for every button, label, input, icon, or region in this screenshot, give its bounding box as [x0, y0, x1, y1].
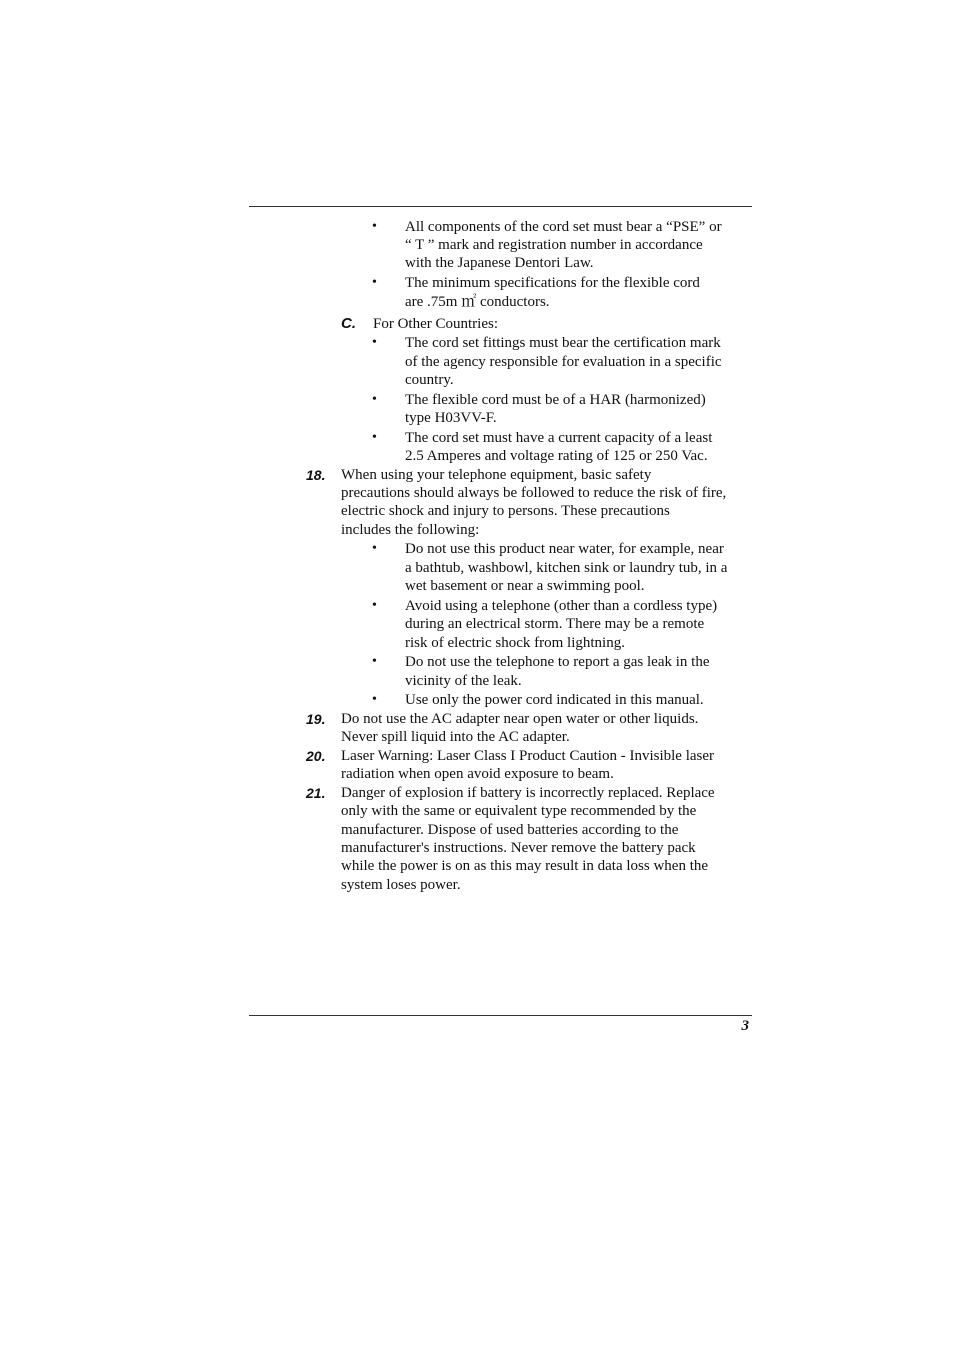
text-line: manufacturer's instructions. Never remove the battery pack: [341, 840, 696, 856]
text-line: The minimum specifications for the flexible cord: [405, 275, 700, 291]
text-line: while the power is on as this may result in data loss when the: [341, 858, 709, 874]
bullet-marker: •: [372, 335, 377, 350]
bullet-marker: •: [372, 654, 377, 669]
text-line: Do not use the telephone to report a gas leak in the: [405, 654, 710, 670]
text-line: Never spill liquid into the AC adapter.: [341, 729, 570, 745]
text-line: vicinity of the leak.: [405, 673, 522, 689]
text-line: “ T ” mark and registration number in accordance: [405, 237, 703, 253]
section-heading: For Other Countries:: [373, 316, 498, 332]
section-letter: C.: [341, 315, 356, 332]
bullet-marker: •: [372, 392, 377, 407]
text-line: radiation when open avoid exposure to beam.: [341, 766, 614, 782]
text-line: The flexible cord must be of a HAR (harmonized): [405, 392, 706, 408]
text-line: 2.5 Amperes and voltage rating of 125 or 250 Vac.: [405, 448, 708, 464]
text-line: wet basement or near a swimming pool.: [405, 578, 645, 594]
bullet-marker: •: [372, 598, 377, 613]
text-line: Do not use the AC adapter near open water or other liquids.: [341, 711, 699, 727]
item-number: 20.: [306, 748, 326, 764]
text-line: Avoid using a telephone (other than a cordless type): [405, 598, 718, 614]
bullet-marker: •: [372, 430, 377, 445]
text-line: Danger of explosion if battery is incorrectly replaced. Replace: [341, 785, 715, 801]
text-line: The cord set must have a current capacity of a least: [405, 430, 713, 446]
item-number: 19.: [306, 711, 326, 727]
text-line: of the agency responsible for evaluation in a specific: [405, 354, 722, 370]
text-line: during an electrical storm. There may be a remote: [405, 616, 705, 632]
text-line: The cord set fittings must bear the certification mark: [405, 335, 721, 351]
bullet-marker: •: [372, 692, 377, 707]
text-line: Use only the power cord indicated in this manual.: [405, 692, 704, 708]
bullet-marker: •: [372, 275, 377, 290]
text-line: When using your telephone equipment, basic safety: [341, 467, 652, 483]
item-number: 21.: [306, 785, 326, 801]
text-line: risk of electric shock from lightning.: [405, 635, 625, 651]
text-line: Laser Warning: Laser Class I Product Caution - Invisible laser: [341, 748, 715, 764]
text-line: with the Japanese Dentori Law.: [405, 255, 594, 271]
text-line: Do not use this product near water, for example, near: [405, 541, 724, 557]
bullet-marker: •: [372, 541, 377, 556]
text-line: precautions should always be followed to reduce the risk of fire,: [341, 485, 727, 501]
text-line: a bathtub, washbowl, kitchen sink or laundry tub, in a: [405, 560, 728, 576]
page-number: 3: [741, 1018, 749, 1034]
text-line: system loses power.: [341, 877, 461, 893]
text-line: country.: [405, 372, 454, 388]
header-rule: [249, 206, 752, 207]
text-line: manufacturer. Dispose of used batteries according to the: [341, 822, 679, 838]
text-line: only with the same or equivalent type recommended by the: [341, 803, 697, 819]
bullet-marker: •: [372, 219, 377, 234]
text-line: includes the following:: [341, 522, 480, 538]
text-line: electric shock and injury to persons. These precautions: [341, 503, 670, 519]
text-line: type H03VV-F.: [405, 410, 497, 426]
text-line: All components of the cord set must bear a “PSE” or: [405, 219, 722, 235]
item-number: 18.: [306, 467, 326, 483]
text-line: are .75m ㎡ conductors.: [405, 294, 550, 310]
footer-rule: [249, 1015, 752, 1016]
